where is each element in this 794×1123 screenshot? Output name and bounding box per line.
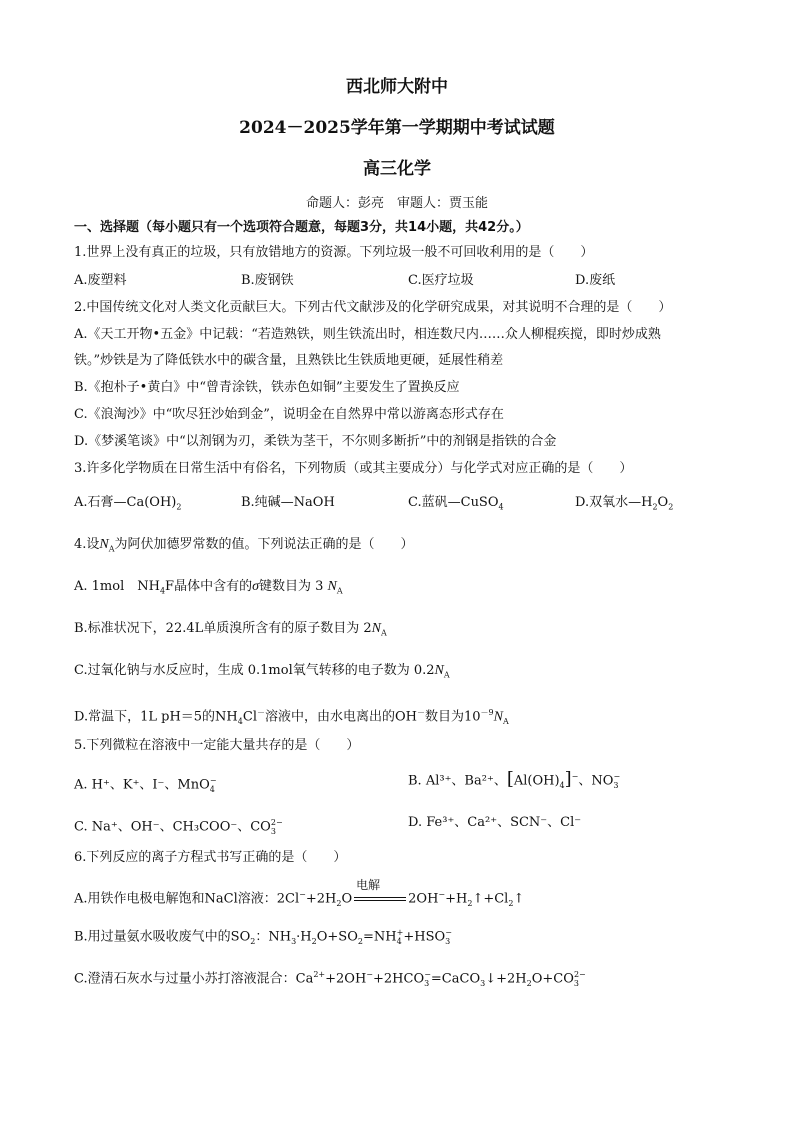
q1-option-a: A.废塑料 bbox=[74, 273, 127, 288]
q1-option-b: B.废钢铁 bbox=[241, 273, 294, 288]
q4-option-b: B.标准状况下，22.4L单质溴所含有的原子数目为 $2N_A$ bbox=[74, 621, 387, 638]
q5-option-c: C. Na⁺、OH⁻、CH₃COO⁻、$CO_3^{2-}$ bbox=[74, 818, 283, 836]
q3-option-c: C.蓝矾—CuSO$_4$ bbox=[408, 495, 504, 512]
q4-stem: 4.设$N_A$为阿伏加德罗常数的值。下列说法正确的是（ ） bbox=[74, 537, 414, 554]
q6-stem: 6.下列反应的离子方程式书写正确的是（ ） bbox=[74, 850, 347, 865]
q1-stem: 1.世界上没有真正的垃圾，只有放错地方的资源。下列垃圾一般不可回收利用的是（ ） bbox=[74, 245, 594, 260]
q4-option-d: D.常温下，1L pH＝5的$NH_4Cl^-$溶液中，由水电离出的OH－数目为$10^{-9}N_A$ bbox=[74, 708, 509, 726]
q5-stem: 5.下列微粒在溶液中一定能大量共存的是（ ） bbox=[74, 738, 360, 753]
authors-line: 命题人：彭亮 审题人：贾玉能 bbox=[305, 196, 488, 211]
exam-title: 2024－2025学年第一学期期中考试试题 bbox=[239, 118, 555, 138]
q3-option-d: D.双氧水$—H_2O_2$ bbox=[575, 495, 674, 512]
q5-option-b: B. Al³⁺、Ba²⁺、$[Al(OH)_4]^-$、$NO_3^-$ bbox=[408, 768, 621, 790]
q3-stem: 3.许多化学物质在日常生活中有俗名，下列物质（或其主要成分）与化学式对应正确的是（ ） bbox=[74, 461, 633, 476]
q6-option-a: A.用铁作电极电解饱和NaCl溶液：$2Cl^-+2H_2O$ 电解 $2OH^-+H_2↑+Cl_2↑$ bbox=[74, 878, 525, 908]
section-heading: 一、选择题（每小题只有一个选项符合题意，每题3分，共14小题，共42分。） bbox=[74, 220, 529, 235]
q4-option-a: A. 1mol $NH_4F$晶体中含有的σ键数目为 3 $N_A$ bbox=[74, 579, 343, 596]
q2-option-d: D.《梦溪笔谈》中“以剂钢为刃，柔铁为茎干，不尔则多断折”中的剂钢是指铁的合金 bbox=[74, 434, 557, 449]
q3-option-b: B.纯碱—NaOH bbox=[241, 495, 335, 510]
q4-option-c: C.过氧化钠与水反应时，生成 0.1mol氧气转移的电子数为 $0.2N_A$ bbox=[74, 663, 450, 680]
subject-title: 高三化学 bbox=[363, 159, 431, 179]
q3-option-a: A.石膏$—Ca(OH)_2$ bbox=[74, 495, 182, 512]
q6-option-b: B.用过量氨水吸收废气中的$SO_2$：$NH_3\cdot H_2O+SO_2=NH_4^++HSO_3^-$ bbox=[74, 928, 452, 946]
q6-option-c: C.澄清石灰水与过量小苏打溶液混合：$Ca^{2+}+2OH^-+2HCO_3^-=CaCO_3↓+2H_2O+CO_3^{2-}$ bbox=[74, 970, 586, 988]
q5-option-a: A. H⁺、K⁺、I⁻、MnO$_4$− bbox=[74, 776, 217, 794]
school-name: 西北师大附中 bbox=[346, 77, 448, 97]
electrolysis-arrow: 电解 bbox=[354, 890, 406, 908]
q1-option-d: D.废纸 bbox=[575, 273, 616, 288]
q5-option-d: D. Fe³⁺、Ca²⁺、SCN⁻、Cl⁻ bbox=[408, 815, 582, 830]
q1-option-c: C.医疗垃圾 bbox=[408, 273, 474, 288]
q2-stem: 2.中国传统文化对人类文化贡献巨大。下列古代文献涉及的化学研究成果，对其说明不合理的是（ ） bbox=[74, 300, 672, 315]
q2-option-c: C.《浪淘沙》中“吹尽狂沙始到金”，说明金在自然界中常以游离态形式存在 bbox=[74, 407, 504, 422]
q2-option-a-line1: A.《天工开物•五金》中记载：“若造熟铁，则生铁流出时，相连数尺内……众人柳棍疾搅，即时炒成熟 bbox=[74, 327, 661, 342]
q2-option-b: B.《抱朴子•黄白》中“曾青涂铁，铁赤色如铜”主要发生了置换反应 bbox=[74, 380, 460, 395]
q2-option-a-line2: 铁。”炒铁是为了降低铁水中的碳含量，且熟铁比生铁质地更硬，延展性稍差 bbox=[74, 353, 504, 368]
